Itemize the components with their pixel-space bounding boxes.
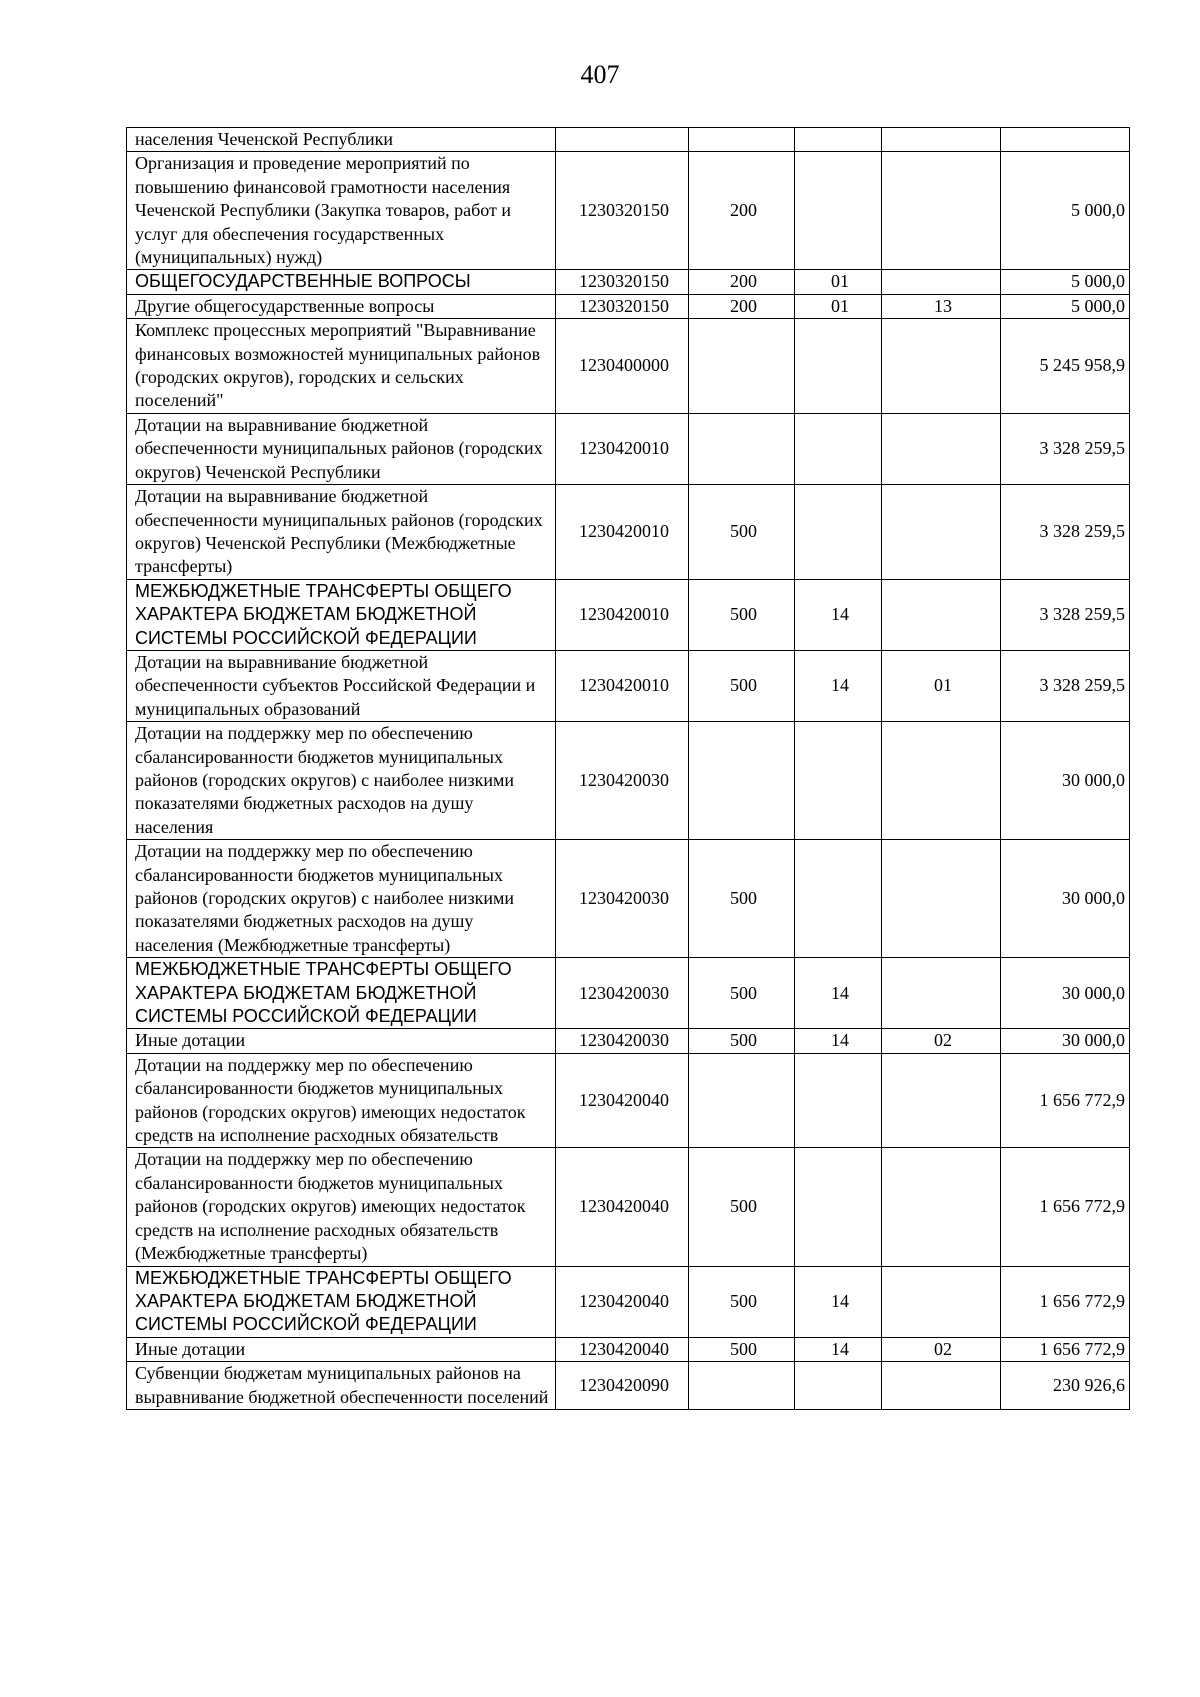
expense-type-cell: 200: [689, 270, 795, 294]
amount-cell: 3 328 259,5: [1001, 579, 1130, 650]
row-name-cell: Иные дотации: [127, 1029, 556, 1053]
amount-cell: 30 000,0: [1001, 722, 1130, 840]
subsection-cell: [882, 1362, 1001, 1410]
row-name-cell: Дотации на выравнивание бюджетной обеспеченности муниципальных районов (городских округов) Чеченской Республики: [127, 413, 556, 484]
subsection-cell: [882, 840, 1001, 958]
row-name-cell: населения Чеченской Республики: [127, 128, 556, 152]
target-article-cell: 1230320150: [556, 294, 689, 318]
expense-type-cell: 500: [689, 1148, 795, 1266]
table-row: [127, 294, 1130, 318]
amount-cell: 1 656 772,9: [1001, 1337, 1130, 1361]
row-name-cell: Дотации на поддержку мер по обеспечению сбалансированности бюджетов муниципальных районов (городских округов) имеющих недостаток средств на исполнение расходных обязательств: [127, 1053, 556, 1148]
expense-type-cell: [689, 1053, 795, 1148]
subsection-cell: [882, 128, 1001, 152]
expense-type-cell: [689, 128, 795, 152]
table-row: [127, 128, 1130, 152]
table-row: [127, 1362, 1130, 1410]
amount-cell: 30 000,0: [1001, 958, 1130, 1029]
section-cell: 01: [795, 294, 882, 318]
section-cell: 14: [795, 650, 882, 721]
table-row: [127, 579, 1130, 650]
amount-cell: 3 328 259,5: [1001, 485, 1130, 580]
expense-type-cell: 500: [689, 1029, 795, 1053]
target-article-cell: 1230420040: [556, 1053, 689, 1148]
amount-cell: 3 328 259,5: [1001, 650, 1130, 721]
section-cell: [795, 722, 882, 840]
table-row: [127, 1148, 1130, 1266]
table-row: [127, 1337, 1130, 1361]
amount-cell: [1001, 128, 1130, 152]
target-article-cell: 1230420030: [556, 840, 689, 958]
target-article-cell: 1230420040: [556, 1148, 689, 1266]
target-article-cell: 1230420010: [556, 485, 689, 580]
subsection-cell: [882, 485, 1001, 580]
expense-type-cell: [689, 722, 795, 840]
row-name-cell: Дотации на поддержку мер по обеспечению сбалансированности бюджетов муниципальных районов (городских округов) с наиболее низкими показателями бюджетных расходов на душу населения: [127, 722, 556, 840]
target-article-cell: 1230420010: [556, 650, 689, 721]
amount-cell: 30 000,0: [1001, 840, 1130, 958]
target-article-cell: 1230420040: [556, 1337, 689, 1361]
expense-type-cell: 500: [689, 840, 795, 958]
subsection-cell: 02: [882, 1337, 1001, 1361]
target-article-cell: 1230420030: [556, 1029, 689, 1053]
amount-cell: 5 000,0: [1001, 152, 1130, 270]
amount-cell: 1 656 772,9: [1001, 1148, 1130, 1266]
amount-cell: 1 656 772,9: [1001, 1053, 1130, 1148]
table-row: [127, 958, 1130, 1029]
subsection-cell: [882, 958, 1001, 1029]
expense-type-cell: 500: [689, 1337, 795, 1361]
expense-type-cell: [689, 319, 795, 414]
section-cell: 14: [795, 1266, 882, 1337]
target-article-cell: 1230420010: [556, 413, 689, 484]
row-name-cell: Комплекс процессных мероприятий "Выравнивание финансовых возможностей муниципальных районов (городских округов), городских и сельских поселений": [127, 319, 556, 414]
section-cell: 14: [795, 1337, 882, 1361]
table-row: [127, 722, 1130, 840]
budget-table: [126, 127, 1130, 1410]
row-name-cell: МЕЖБЮДЖЕТНЫЕ ТРАНСФЕРТЫ ОБЩЕГО ХАРАКТЕРА БЮДЖЕТАМ БЮДЖЕТНОЙ СИСТЕМЫ РОССИЙСКОЙ ФЕДЕРАЦИИ: [127, 579, 556, 650]
row-name-cell: Дотации на выравнивание бюджетной обеспеченности муниципальных районов (городских округов) Чеченской Республики (Межбюджетные трансферты): [127, 485, 556, 580]
table-row: [127, 650, 1130, 721]
row-name-cell: ОБЩЕГОСУДАРСТВЕННЫЕ ВОПРОСЫ: [127, 270, 556, 294]
subsection-cell: [882, 152, 1001, 270]
table-row: [127, 1266, 1130, 1337]
section-cell: [795, 1362, 882, 1410]
target-article-cell: 1230420040: [556, 1266, 689, 1337]
table-row: [127, 1053, 1130, 1148]
expense-type-cell: [689, 413, 795, 484]
section-cell: 14: [795, 579, 882, 650]
target-article-cell: 1230420030: [556, 958, 689, 1029]
table-row: [127, 1029, 1130, 1053]
amount-cell: 5 000,0: [1001, 294, 1130, 318]
expense-type-cell: 500: [689, 579, 795, 650]
subsection-cell: 02: [882, 1029, 1001, 1053]
section-cell: [795, 152, 882, 270]
amount-cell: 230 926,6: [1001, 1362, 1130, 1410]
section-cell: [795, 1053, 882, 1148]
subsection-cell: [882, 270, 1001, 294]
expense-type-cell: 200: [689, 294, 795, 318]
row-name-cell: Дотации на поддержку мер по обеспечению сбалансированности бюджетов муниципальных районов (городских округов) с наиболее низкими показателями бюджетных расходов на душу населения (Межбюджетные трансферты): [127, 840, 556, 958]
table-row: [127, 840, 1130, 958]
row-name-cell: МЕЖБЮДЖЕТНЫЕ ТРАНСФЕРТЫ ОБЩЕГО ХАРАКТЕРА БЮДЖЕТАМ БЮДЖЕТНОЙ СИСТЕМЫ РОССИЙСКОЙ ФЕДЕРАЦИИ: [127, 1266, 556, 1337]
subsection-cell: [882, 1053, 1001, 1148]
subsection-cell: [882, 1266, 1001, 1337]
target-article-cell: 1230400000: [556, 319, 689, 414]
section-cell: [795, 413, 882, 484]
row-name-cell: Организация и проведение мероприятий по повышению финансовой грамотности населения Чеченской Республики (Закупка товаров, работ и услуг для обеспечения государственных (муниципальных) нужд): [127, 152, 556, 270]
section-cell: [795, 319, 882, 414]
section-cell: 01: [795, 270, 882, 294]
subsection-cell: [882, 722, 1001, 840]
subsection-cell: [882, 579, 1001, 650]
table-body: [127, 128, 1130, 1410]
expense-type-cell: 500: [689, 1266, 795, 1337]
table-row: [127, 270, 1130, 294]
row-name-cell: Дотации на поддержку мер по обеспечению сбалансированности бюджетов муниципальных районов (городских округов) имеющих недостаток средств на исполнение расходных обязательств (Межбюджетные трансферты): [127, 1148, 556, 1266]
row-name-cell: Дотации на выравнивание бюджетной обеспеченности субъектов Российской Федерации и муниципальных образований: [127, 650, 556, 721]
section-cell: [795, 485, 882, 580]
subsection-cell: [882, 1148, 1001, 1266]
row-name-cell: Иные дотации: [127, 1337, 556, 1361]
amount-cell: 1 656 772,9: [1001, 1266, 1130, 1337]
expense-type-cell: 500: [689, 958, 795, 1029]
row-name-cell: Субвенции бюджетам муниципальных районов на выравнивание бюджетной обеспеченности поселений: [127, 1362, 556, 1410]
expense-type-cell: [689, 1362, 795, 1410]
target-article-cell: [556, 128, 689, 152]
row-name-cell: Другие общегосударственные вопросы: [127, 294, 556, 318]
target-article-cell: 1230320150: [556, 152, 689, 270]
expense-type-cell: 500: [689, 650, 795, 721]
amount-cell: 3 328 259,5: [1001, 413, 1130, 484]
row-name-cell: МЕЖБЮДЖЕТНЫЕ ТРАНСФЕРТЫ ОБЩЕГО ХАРАКТЕРА БЮДЖЕТАМ БЮДЖЕТНОЙ СИСТЕМЫ РОССИЙСКОЙ ФЕДЕРАЦИИ: [127, 958, 556, 1029]
section-cell: [795, 128, 882, 152]
target-article-cell: 1230420030: [556, 722, 689, 840]
target-article-cell: 1230320150: [556, 270, 689, 294]
section-cell: [795, 1148, 882, 1266]
section-cell: [795, 840, 882, 958]
subsection-cell: [882, 319, 1001, 414]
table-row: [127, 152, 1130, 270]
subsection-cell: [882, 413, 1001, 484]
amount-cell: 30 000,0: [1001, 1029, 1130, 1053]
target-article-cell: 1230420010: [556, 579, 689, 650]
table-row: [127, 485, 1130, 580]
expense-type-cell: 500: [689, 485, 795, 580]
expense-type-cell: 200: [689, 152, 795, 270]
table-row: [127, 413, 1130, 484]
amount-cell: 5 245 958,9: [1001, 319, 1130, 414]
page-number: 407: [580, 60, 620, 89]
amount-cell: 5 000,0: [1001, 270, 1130, 294]
subsection-cell: 01: [882, 650, 1001, 721]
table-row: [127, 319, 1130, 414]
target-article-cell: 1230420090: [556, 1362, 689, 1410]
subsection-cell: 13: [882, 294, 1001, 318]
section-cell: 14: [795, 1029, 882, 1053]
section-cell: 14: [795, 958, 882, 1029]
